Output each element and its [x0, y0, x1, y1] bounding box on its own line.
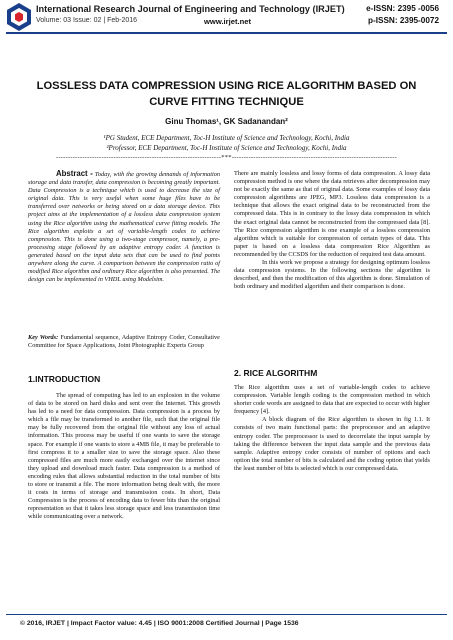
rice-algorithm-section: [234, 384, 430, 473]
introduction-heading: 1.INTRODUCTION: [28, 374, 101, 384]
journal-website-link[interactable]: www.irjet.net: [204, 17, 251, 26]
section-separator: ---------------------------------------------------------------------***---------------------------------------------------------------------: [55, 154, 398, 161]
journal-header: [0, 0, 453, 38]
introduction-text: The spread of computing has led to an explosion in the volume of data to be stored on hard disks and sent over the Internet. This growth has led to a need for data compression. Data compression is a process by which a file may be transformed to another file, such that the original file may be fully recovered from the original file without any loss of actual information. This process may be useful if one wants to save the storage space. For example if one wants to store a 4MB file, it may be preferable to first compress it to a smaller size to save the storage space. Also these compressed files are much more easily exchanged over the internet since they upload and download much faster. Data compression is a method of encoding rules that allows substantial reduction in the total number of bits to store or transmit a file. The more information being dealt with, the more it costs in terms of storage and transmission costs. In short, Data Compression is the process of encoding data to fewer bits than the original representation so that it takes less storage space and less transmission time while communicating over a network.: [28, 392, 220, 521]
right-column-top: [234, 170, 430, 291]
footer-divider: [6, 614, 447, 615]
affiliation-2: ²Professor, ECE Department, Toc-H Institute of Science and Technology, Kochi, India: [106, 144, 347, 152]
irjet-logo-icon: [6, 2, 32, 32]
title-line-1: LOSSLESS DATA COMPRESSION USING RICE ALGORITHM BASED ON: [36, 80, 417, 92]
paragraph-lossless-lossy: There are mainly lossless and lossy forms of data compression. A lossy data compression method is one where the data retrieves after decompression may not be exactly the same as that of original data. Some examples of lossy data compression algorithms are JPEG, MP3. Lossless data compression is a technique that allows the exact original data to be reconstructed from the compressed data. This is in contrary to the lossy data compression in which the exact original data cannot be reconstructed from the compressed data [8]. The Rice compression algorithm is one example of a lossless compression algorithm which is suitable for compression of certain types of data. This paper is based on a lossless data compression Rice Algorithm as recommended by the CCSDS for the reduction of required test data amount.: [234, 170, 430, 258]
authors: Ginu Thomas¹, GK Sadanandan²: [165, 117, 288, 126]
p-issn: p-ISSN: 2395-0072: [368, 16, 439, 25]
footer-text: © 2016, IRJET | Impact Factor value: 4.45 | ISO 9001:2008 Certified Journal | Page 1536: [20, 620, 299, 627]
keywords-label: Key Words:: [28, 334, 59, 341]
rice-algorithm-heading: 2. RICE ALGORITHM: [234, 368, 318, 378]
e-issn: e-ISSN: 2395 -0056: [366, 4, 439, 13]
paper-title: [20, 78, 433, 110]
paragraph-block-diagram: A block diagram of the Rice algorithm is shown in fig 1.1. It consists of two main functional parts: the preprocessor and an adaptive entropy coder. The preprocessor is used to decorrelate the input sample by taking the difference between the input data sample and the previous data sample. Adaptive entropy coder consists of number of options and each option the total number of bits is calculated and the coding option that yields the least number of bits is selected which is our compressed data.: [234, 416, 430, 472]
abstract: [28, 170, 220, 284]
journal-title: International Research Journal of Engineering and Technology (IRJET): [36, 4, 345, 14]
volume-issue: Volume: 03 Issue: 02 | Feb-2016: [36, 17, 138, 24]
title-line-2: CURVE FITTING TECHNIQUE: [149, 96, 304, 108]
abstract-label: Abstract -: [56, 169, 93, 178]
paragraph-rice-intro: The Rice algorithm uses a set of variable-length codes to achieve compression. Variable length coding is the compression method in which shorter code words are assigned to data that are expected to occur with higher frequency [4].: [234, 384, 430, 416]
abstract-text: Today, with the growing demands of information storage and data transfer, data compression is becoming greatly important. Data Compression is a technique which is used to decrease the size of original data. This is very useful when some huge files have to be transferred over networks or being stored on a data storage device. This project aims at the implementation of a lossless data compression system using the Rice algorithm using the mathematical curve fitting models. The Rice algorithm exploits a set of variable-length codes to achieve compression. This is done using a two-stage compressor, namely, a pre-processing stage followed by an adaptive entropy coder. A function is generated based on the input data sets that can be used to find points anywhere along the curve. A comparison between the compression ratio of modified Rice algorithm and ordinary Rice algorithm is also presented. The design can be implemented in VHDL using Modelsim.: [28, 171, 220, 284]
paragraph-proposal: In this work we propose a strategy for designing optimum lossless data compression systems. In the following sections the algorithm is described, and then the modification of this algorithm is done. Simulation of both ordinary and modified algorithm and their comparison is done.: [234, 259, 430, 291]
affiliation-1: ¹PG Student, ECE Department, Toc-H Institute of Science and Technology, Kochi, India: [103, 134, 350, 142]
keywords: [28, 334, 220, 350]
keywords-text: Fundamental sequence, Adaptive Entropy Coder, Consultative Committee for Space Applications, Joint Photographic Experts Group: [28, 334, 220, 350]
header-divider: [6, 32, 447, 34]
